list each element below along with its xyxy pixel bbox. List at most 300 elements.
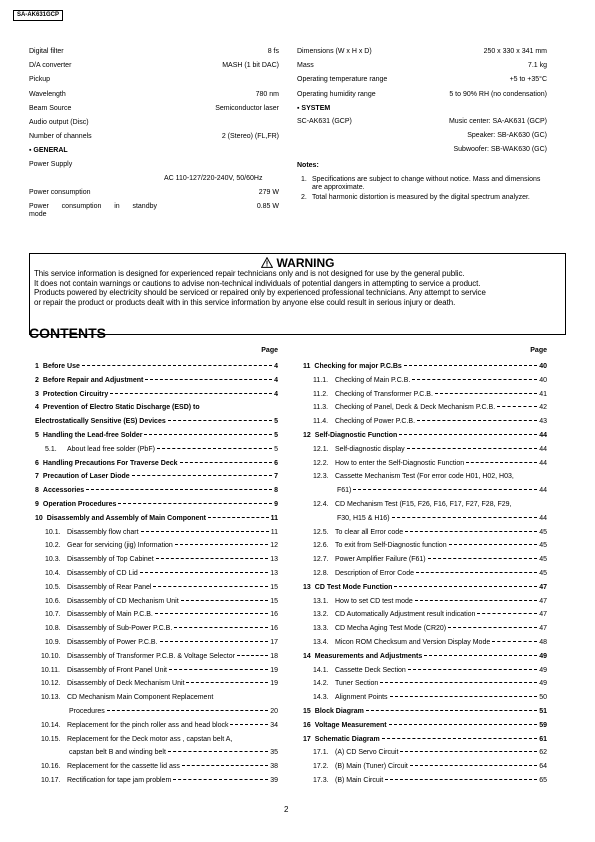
toc-entry: [297, 404, 547, 418]
toc-entry: [297, 529, 547, 543]
spec-row: [297, 62, 547, 76]
toc-number: 13.1.: [313, 597, 329, 605]
toc-title: Micon ROM Checksum and Version Display Mode: [335, 638, 491, 646]
toc-leader: [132, 475, 272, 476]
spec-value: 8 fs: [267, 48, 279, 55]
spec-value: +5 to +35°C: [509, 76, 547, 84]
toc-page: 51: [539, 707, 547, 715]
toc-title: Handling Precautions For Traverse Deck: [42, 459, 178, 467]
toc-page: 41: [539, 390, 547, 398]
toc-leader: [466, 462, 537, 463]
toc-page: 44: [539, 459, 547, 467]
spec-row: [29, 76, 279, 90]
spec-right-column: [297, 48, 547, 202]
toc-number: 10.3.: [45, 556, 61, 564]
toc-entry: [297, 391, 547, 405]
spec-value: Music center: SA-AK631 (GCP): [448, 118, 547, 126]
toc-page: 50: [539, 694, 547, 702]
toc-title: To clear all Error code: [335, 528, 404, 536]
toc-page: 15: [270, 597, 278, 605]
toc-number: 6: [35, 459, 39, 467]
toc-leader: [404, 365, 537, 366]
warning-line: Products powered by electricity should be serviced or repaired only by experienced professional technicians. Any attempt to service: [34, 288, 486, 297]
spec-value: Speaker: SB-AK630 (GC): [467, 132, 547, 140]
toc-leader: [390, 696, 538, 697]
toc-title: Before Repair and Adjustment: [42, 376, 144, 384]
toc-leader: [118, 503, 272, 504]
toc-page: 11: [270, 528, 278, 536]
toc-title: Self-diagnostic display: [335, 445, 405, 453]
toc-number: 7: [35, 473, 39, 481]
toc-page: 42: [539, 404, 547, 412]
toc-page: 20: [270, 707, 278, 715]
toc-entry: [29, 694, 278, 708]
toc-number: 14: [303, 652, 311, 660]
toc-title: Procedures: [69, 707, 105, 715]
toc-entry: [297, 749, 547, 763]
toc-number: 12.1.: [313, 445, 329, 453]
toc-number: 12: [303, 431, 311, 439]
toc-title: Replacement for the cassette lid ass: [67, 763, 180, 771]
toc-number: 10.2.: [45, 542, 61, 550]
toc-page: 7: [274, 473, 278, 481]
toc-page: 47: [539, 625, 547, 633]
toc-leader: [181, 600, 269, 601]
toc-number: 17.3.: [313, 776, 329, 784]
toc-leader: [155, 613, 268, 614]
toc-number: 11.2.: [313, 390, 329, 398]
spec-value: 780 nm: [255, 90, 279, 98]
toc-page: 12: [270, 542, 278, 550]
spec-label-line: Power consumption in standby: [29, 203, 157, 211]
toc-entry: [297, 363, 547, 377]
toc-leader: [82, 365, 272, 366]
toc-number: 8: [35, 487, 39, 495]
toc-number: 16: [303, 721, 311, 729]
toc-title: (A) CD Servo Circuit: [335, 749, 399, 757]
toc-entry: [29, 501, 278, 515]
toc-page: 4: [274, 376, 278, 384]
toc-page: 43: [539, 418, 547, 426]
spec-label: Beam Source: [29, 104, 72, 112]
toc-number: 4: [35, 404, 39, 412]
spec-value: MASH (1 bit DAC): [222, 62, 279, 70]
spec-value: 2 (Stereo) (FL,FR): [221, 133, 279, 141]
spec-label: SC-AK631 (GCP): [297, 118, 352, 126]
toc-page: 5: [274, 445, 278, 453]
spec-label: Pickup: [29, 76, 51, 84]
page-column-header: Page: [261, 347, 278, 354]
toc-title: Cassette Mechanism Test (For error code H01, H02, H03,: [335, 473, 514, 481]
toc-title: Disassembly of Deck Mechanism Unit: [67, 680, 185, 688]
toc-title: Checking for major P.C.Bs: [314, 363, 402, 370]
toc-number: 14.3.: [313, 694, 329, 702]
spec-row: [297, 91, 547, 105]
toc-page: 64: [539, 763, 547, 771]
toc-entry: [29, 570, 278, 584]
toc-title: F30, H15 & H16): [337, 514, 390, 522]
toc-leader: [416, 572, 537, 573]
toc-entry: [297, 625, 547, 639]
toc-entry: [297, 501, 547, 515]
toc-entry: [297, 570, 547, 584]
toc-entry: [29, 749, 278, 763]
toc-leader: [497, 406, 537, 407]
toc-number: 10.8.: [45, 625, 61, 633]
toc-leader: [237, 655, 268, 656]
toc-leader: [140, 572, 268, 573]
toc-entry: [29, 763, 278, 777]
toc-title: CD Mechanism Main Component Replacement: [67, 694, 214, 702]
toc-number: 5: [35, 431, 39, 439]
toc-leader: [385, 779, 537, 780]
toc-page: 65: [539, 776, 547, 784]
toc-leader: [141, 531, 269, 532]
toc-title: Before Use: [42, 363, 80, 370]
toc-number: 13.2.: [313, 611, 329, 619]
toc-page: 5: [274, 418, 278, 426]
toc-leader: [394, 586, 537, 587]
toc-number: 12.6.: [313, 542, 329, 550]
toc-entry: [297, 418, 547, 432]
toc-page: 38: [270, 763, 278, 771]
toc-entry: [297, 473, 547, 487]
toc-page: 45: [539, 569, 547, 577]
toc-title: CD Automatically Adjustment result indication: [335, 611, 476, 619]
toc-leader: [428, 558, 538, 559]
toc-title: Voltage Measurement: [314, 721, 387, 729]
toc-title: Description of Error Code: [335, 569, 414, 577]
toc-leader: [392, 517, 538, 518]
toc-leader: [382, 738, 537, 739]
toc-entry: [297, 667, 547, 681]
toc-entry: [29, 653, 278, 667]
toc-number: 11.1.: [313, 376, 329, 384]
spec-value: 7.1 kg: [527, 62, 547, 70]
spec-label: Power consumption: [29, 189, 91, 197]
toc-page: 35: [270, 749, 278, 757]
note-item: [297, 176, 541, 192]
toc-page: 8: [274, 487, 278, 495]
toc-entry: [29, 556, 278, 570]
toc-number: 14.1.: [313, 666, 329, 674]
toc-page: 45: [539, 556, 547, 564]
spec-row: [29, 91, 279, 105]
toc-page: 17: [270, 638, 278, 646]
toc-number: 12.4.: [313, 500, 329, 508]
spec-label: Number of channels: [29, 133, 92, 141]
toc-leader: [230, 724, 268, 725]
toc-title: Protection Circuitry: [42, 390, 109, 398]
toc-leader: [107, 710, 268, 711]
toc-entry: [29, 529, 278, 543]
toc-leader: [86, 489, 272, 490]
toc-number: 10.16.: [41, 763, 61, 771]
toc-entry: [29, 446, 278, 460]
toc-number: 17.2.: [313, 763, 329, 771]
note-number: 1.: [301, 175, 307, 183]
toc-leader: [160, 641, 269, 642]
toc-page: 34: [270, 721, 278, 729]
toc-page: 49: [539, 680, 547, 688]
toc-entry: [297, 598, 547, 612]
spec-value: Semiconductor laser: [215, 104, 279, 112]
toc-entry: [29, 363, 278, 377]
toc-page: 59: [539, 721, 547, 729]
toc-leader: [435, 393, 537, 394]
toc-title: Checking of Panel, Deck & Deck Mechanism P.C.B.: [335, 404, 496, 412]
toc-title: Disassembly of Rear Panel: [67, 583, 152, 591]
toc-entry: [297, 653, 547, 667]
toc-leader: [399, 434, 537, 435]
toc-entry: [297, 432, 547, 446]
toc-title: To exit from Self-Diagnostic function: [335, 542, 447, 550]
toc-number: 10.12.: [41, 680, 61, 688]
toc-title: How to enter the Self-Diagnostic Function: [335, 459, 465, 467]
spec-row: [297, 48, 547, 62]
toc-number: 1: [35, 363, 39, 370]
toc-page: 40: [539, 376, 547, 384]
toc-page: 44: [539, 487, 547, 495]
toc-entry: [29, 639, 278, 653]
toc-left-column: [29, 343, 278, 791]
toc-page: 9: [274, 500, 278, 508]
toc-title: F61): [337, 487, 352, 495]
spec-label: D/A converter: [29, 62, 72, 70]
toc-leader: [182, 765, 268, 766]
toc-number: 14.2.: [313, 680, 329, 688]
toc-number: 12.5.: [313, 528, 329, 536]
toc-right-column: [297, 343, 547, 791]
toc-leader: [168, 751, 268, 752]
warning-box: [29, 253, 566, 335]
toc-leader: [449, 544, 538, 545]
toc-title: Prevention of Electro Static Discharge (ESD) to: [42, 404, 200, 412]
toc-number: 10.11.: [41, 666, 60, 674]
toc-title: Handling the Lead-free Solder: [42, 431, 143, 439]
toc-entry: [297, 680, 547, 694]
toc-entry: [297, 460, 547, 474]
toc-page: 16: [270, 625, 278, 633]
toc-entry: [29, 418, 278, 432]
toc-page: 16: [270, 611, 278, 619]
toc-number: 10.7.: [45, 611, 61, 619]
spec-label: Mass: [297, 62, 314, 70]
toc-number: 10.15.: [41, 735, 61, 743]
warning-line: This service information is designed for experienced repair technicians only and is not designed for use by the general public.: [34, 269, 465, 278]
toc-title: Disassembly and Assembly of Main Component: [46, 514, 207, 522]
toc-entry: [29, 777, 278, 791]
toc-entry: [297, 639, 547, 653]
toc-page: 44: [539, 514, 547, 522]
toc-leader: [412, 379, 537, 380]
toc-leader: [208, 517, 269, 518]
toc-page: 49: [539, 652, 547, 660]
toc-title: Measurements and Adjustments: [314, 652, 423, 660]
warning-line: It does not contain warnings or cautions to advise non-technical individuals of potential dangers in attempting to service a product.: [34, 278, 481, 288]
toc-title: Operation Procedures: [42, 500, 117, 508]
toc-page: 48: [539, 638, 547, 646]
toc-leader: [110, 393, 272, 394]
toc-page: 4: [274, 390, 278, 398]
toc-page: 47: [539, 611, 547, 619]
toc-number: 13.3.: [313, 625, 329, 633]
toc-leader: [145, 379, 272, 380]
toc-entry: [29, 598, 278, 612]
spec-left-column: [29, 48, 279, 224]
toc-number: 2: [35, 376, 39, 384]
toc-number: 10.9.: [45, 638, 61, 646]
warning-line: or repair the product or products dealt with in this service information by anyone else could result in serious injury or death.: [34, 297, 456, 307]
note-number: 2.: [301, 193, 307, 201]
toc-title: Replacement for the pinch roller ass and head block: [67, 721, 229, 729]
toc-entry: [29, 722, 278, 736]
spec-row: [297, 118, 547, 132]
toc-leader: [186, 682, 268, 683]
page-column-header: Page: [530, 347, 547, 354]
spec-row: [29, 119, 279, 133]
toc-number: 11.3.: [313, 404, 329, 412]
toc-number: 10.1.: [45, 528, 61, 536]
spec-label: Audio output (Disc): [29, 118, 89, 126]
toc-entry: [297, 736, 547, 750]
toc-leader: [389, 724, 538, 725]
toc-number: 11: [303, 363, 311, 370]
spec-label: Power Supply: [29, 160, 73, 168]
toc-title: CD Test Mode Function: [314, 583, 393, 591]
toc-leader: [144, 434, 272, 435]
toc-title: Power Amplifier Failure (F61): [335, 556, 426, 564]
toc-page: 49: [539, 666, 547, 674]
toc-entry: [29, 377, 278, 391]
toc-page: 47: [539, 597, 547, 605]
toc-number: 12.8.: [313, 569, 329, 577]
toc-page: 13: [270, 556, 278, 564]
toc-page: 44: [539, 431, 547, 439]
spec-value: 250 x 330 x 341 mm: [483, 48, 547, 55]
toc-page: 44: [539, 445, 547, 453]
spec-row: [29, 203, 279, 224]
toc-page: 47: [539, 583, 547, 591]
toc-page: 4: [274, 363, 278, 370]
spec-row: [29, 62, 279, 76]
toc-leader: [424, 655, 537, 656]
toc-title: CD Mechanism Test (F15, F26, F16, F17, F27, F28, F29,: [335, 500, 512, 508]
spec-label: Operating temperature range: [297, 76, 388, 84]
toc-leader: [448, 627, 537, 628]
toc-leader: [405, 531, 537, 532]
toc-number: 10.17.: [41, 776, 61, 784]
spec-row: [29, 189, 279, 203]
toc-title: Disassembly of Power P.C.B.: [67, 638, 158, 646]
toc-entry: [29, 432, 278, 446]
toc-title: Checking of Main P.C.B.: [335, 376, 411, 384]
toc-title: Disassembly of Transformer P.C.B. & Voltage Selector: [67, 652, 235, 660]
toc-number: 10.13.: [41, 694, 61, 702]
toc-page: 18: [270, 652, 278, 660]
toc-page: 11: [270, 514, 278, 522]
toc-title: Schematic Diagram: [314, 735, 380, 743]
toc-title: (B) Main Circuit: [335, 776, 384, 784]
warning-title: WARNING: [276, 255, 335, 270]
toc-number: 11.4.: [313, 418, 329, 426]
spec-value: Subwoofer: SB-WAK630 (GC): [453, 146, 547, 154]
toc-title: Self-Diagnostic Function: [314, 431, 398, 439]
toc-leader: [415, 600, 537, 601]
toc-title: Gear for servicing (jig) Information: [67, 542, 173, 550]
toc-entry: [29, 708, 278, 722]
toc-title: Replacement for the Deck motor ass , capstan belt A,: [67, 735, 233, 743]
toc-entry: [297, 694, 547, 708]
toc-page: 40: [539, 363, 547, 370]
toc-entry: [297, 377, 547, 391]
toc-page: 39: [270, 776, 278, 784]
toc-entry: [29, 487, 278, 501]
toc-number: 13.4.: [313, 638, 329, 646]
toc-entry: [29, 515, 278, 529]
toc-number: 10: [35, 514, 43, 522]
spec-row: [297, 76, 547, 90]
toc-title: Disassembly of Main P.C.B.: [67, 611, 153, 619]
toc-leader: [410, 765, 537, 766]
toc-entry: [297, 722, 547, 736]
warning-triangle-icon: [261, 257, 273, 268]
toc-title: Electrostatically Sensitive (ES) Devices: [35, 418, 166, 426]
toc-number: 12.2.: [313, 459, 329, 467]
toc-number: 13: [303, 583, 311, 591]
toc-entry: [297, 515, 547, 529]
toc-leader: [366, 710, 537, 711]
toc-title: How to set CD test mode: [335, 597, 413, 605]
note-text: Total harmonic distortion is measured by the digital spectrum analyzer.: [312, 193, 530, 201]
toc-page: 19: [270, 680, 278, 688]
warning-text: [34, 269, 561, 307]
toc-number: 15: [303, 707, 311, 715]
toc-page: 15: [270, 583, 278, 591]
toc-title: capstan belt B and winding belt: [69, 749, 166, 757]
toc-entry: [29, 391, 278, 405]
toc-title: About lead free solder (PbF): [67, 445, 155, 453]
spec-row: [29, 175, 279, 189]
toc-leader: [408, 669, 537, 670]
note-text: Specifications are subject to change without notice. Mass and dimensions are approximate.: [312, 175, 541, 191]
toc-title: Disassembly of CD Mechanism Unit: [67, 597, 179, 605]
toc-leader: [477, 613, 537, 614]
toc-entry: [297, 611, 547, 625]
toc-title: Disassembly flow chart: [67, 528, 139, 536]
toc-leader: [353, 489, 537, 490]
toc-number: 10.10.: [41, 652, 61, 660]
spec-row: [29, 48, 279, 62]
toc-number: 10.5.: [45, 583, 61, 591]
toc-leader: [175, 544, 268, 545]
spec-label: Dimensions (W x H x D): [297, 48, 372, 55]
toc-page: 62: [539, 749, 547, 757]
toc-title: Checking of Transformer P.C.B.: [335, 390, 433, 398]
toc-title: Block Diagram: [314, 707, 364, 715]
toc-page: 6: [274, 459, 278, 467]
toc-entry: [297, 777, 547, 791]
toc-entry: [29, 460, 278, 474]
toc-number: 12.3.: [313, 473, 329, 481]
toc-entry: [29, 667, 278, 681]
toc-number: 10.4.: [45, 569, 61, 577]
toc-leader: [168, 420, 272, 421]
toc-title: Rectification for tape jam problem: [67, 776, 172, 784]
spec-value: AC 110-127/220-240V, 50/60Hz: [164, 175, 263, 182]
toc-title: Tuner Section: [335, 680, 379, 688]
toc-leader: [157, 448, 272, 449]
